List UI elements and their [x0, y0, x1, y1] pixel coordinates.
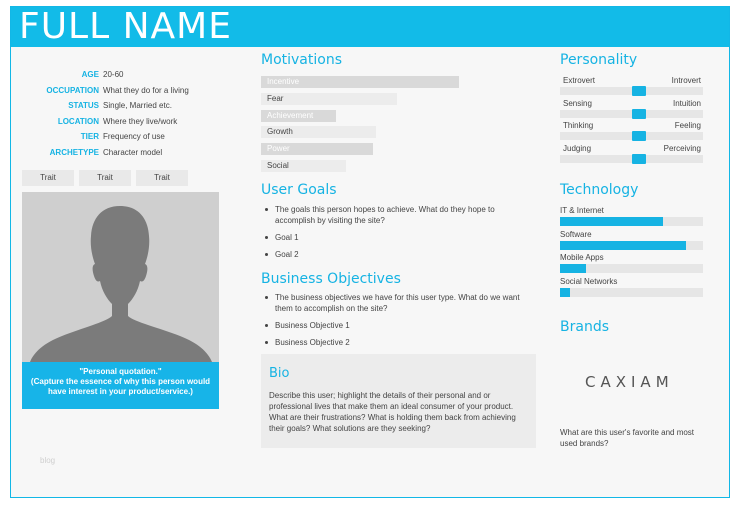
attribute-value: What they do for a living	[103, 85, 189, 95]
trait-tag-2: Trait	[79, 170, 131, 186]
motivation-row	[261, 160, 528, 172]
user-goals-heading: User Goals	[261, 182, 337, 198]
attribute-row	[22, 132, 232, 146]
personality-right-label: Intuition	[672, 98, 701, 108]
motivation-label: Social	[267, 161, 289, 170]
attribute-label: LOCATION	[57, 116, 99, 126]
technology-label: Mobile Apps	[560, 253, 604, 263]
list-item: Business Objective 1	[261, 320, 531, 331]
list-item: The business objectives we have for this user type. What do we want them to accomplish on the site?	[261, 292, 531, 314]
attribute-value: Where they live/work	[103, 116, 178, 126]
attribute-row	[22, 117, 232, 131]
attribute-label: STATUS	[68, 101, 99, 111]
technology-bar-fill	[560, 288, 570, 297]
attribute-value: 20-60	[103, 70, 124, 79]
attribute-value: Single, Married etc.	[103, 101, 172, 111]
motivation-label: Growth	[267, 127, 293, 137]
personality-left-label: Extrovert	[563, 76, 596, 85]
bio-panel	[261, 354, 536, 448]
personality-marker	[632, 131, 646, 141]
personality-marker	[632, 154, 646, 164]
trait-tag-3: Trait	[136, 170, 188, 186]
attribute-value: Character model	[103, 148, 163, 157]
personality-right-label: Feeling	[674, 121, 701, 131]
technology-heading: Technology	[560, 182, 639, 198]
technology-bar-fill	[560, 264, 586, 273]
attribute-row	[22, 148, 232, 162]
personality-scale	[560, 110, 703, 118]
blog-watermark: blog	[40, 456, 56, 465]
motivation-row	[261, 76, 528, 88]
motivation-label: Fear	[267, 93, 284, 103]
motivation-label: Achievement	[267, 110, 314, 120]
list-item: The goals this person hopes to achieve. What do they hope to accomplish by visiting the site?	[261, 204, 531, 226]
technology-label: Social Networks	[560, 277, 618, 287]
motivation-row	[261, 93, 528, 105]
header-bar	[11, 7, 729, 47]
attribute-label: ARCHETYPE	[49, 148, 99, 157]
technology-bar-track	[560, 241, 703, 250]
brand-logo: CAXIAM	[585, 373, 674, 391]
persona-photo	[22, 192, 219, 362]
attribute-label: TIER	[80, 132, 99, 142]
personality-heading: Personality	[560, 52, 638, 68]
technology-label: Software	[560, 229, 592, 239]
technology-bar-track	[560, 217, 703, 226]
user-goals-list	[261, 204, 531, 266]
list-item: Goal 2	[261, 249, 531, 260]
attribute-row	[22, 101, 232, 115]
personality-marker	[632, 109, 646, 119]
attribute-label: AGE	[81, 70, 99, 79]
personality-right-label: Introvert	[671, 76, 701, 85]
bio-heading: Bio	[269, 366, 290, 381]
personality-scale	[560, 87, 703, 95]
technology-bar-track	[560, 288, 703, 297]
business-objectives-heading: Business Objectives	[261, 271, 401, 287]
brands-description: What are this user's favorite and most used brands?	[560, 428, 695, 448]
motivation-label: Power	[267, 144, 290, 154]
personality-left-label: Thinking	[563, 121, 594, 131]
attribute-value: Frequency of use	[103, 132, 165, 142]
motivation-row	[261, 143, 528, 155]
brands-heading: Brands	[560, 319, 609, 335]
motivation-row	[261, 110, 528, 122]
motivation-label: Incentive	[267, 77, 300, 86]
personality-marker	[632, 86, 646, 96]
persona-name-title: FULL NAME	[19, 6, 232, 47]
personality-left-label: Judging	[563, 144, 592, 154]
motivation-row	[261, 126, 528, 138]
personal-quotation	[22, 362, 219, 409]
technology-label: IT & Internet	[560, 206, 604, 215]
personality-scale	[560, 132, 703, 140]
quote-line-2: (Capture the essence of why this person would have interest in your product/service.)	[30, 377, 211, 396]
personality-scale	[560, 155, 703, 163]
technology-bar-fill	[560, 241, 686, 250]
technology-bar-fill	[560, 217, 663, 226]
personality-right-label: Perceiving	[663, 144, 701, 154]
attribute-row	[22, 86, 232, 100]
attribute-label: OCCUPATION	[46, 85, 99, 95]
bio-text: Describe this user; highlight the details of their personal and or professional lives that make them an ideal consumer of your product. What are their frustrations? What is holding them back from achieving their goals? What solutions are they seeking?	[269, 391, 516, 433]
technology-bar-track	[560, 264, 703, 273]
trait-tag-1: Trait	[22, 170, 74, 186]
business-objectives-list	[261, 292, 531, 354]
quote-line-1: "Personal quotation."	[79, 367, 162, 376]
person-silhouette-icon	[22, 192, 219, 362]
list-item: Business Objective 2	[261, 337, 531, 348]
motivations-heading: Motivations	[261, 52, 342, 68]
attribute-row	[22, 70, 232, 84]
personality-left-label: Sensing	[563, 98, 592, 108]
list-item: Goal 1	[261, 232, 531, 243]
